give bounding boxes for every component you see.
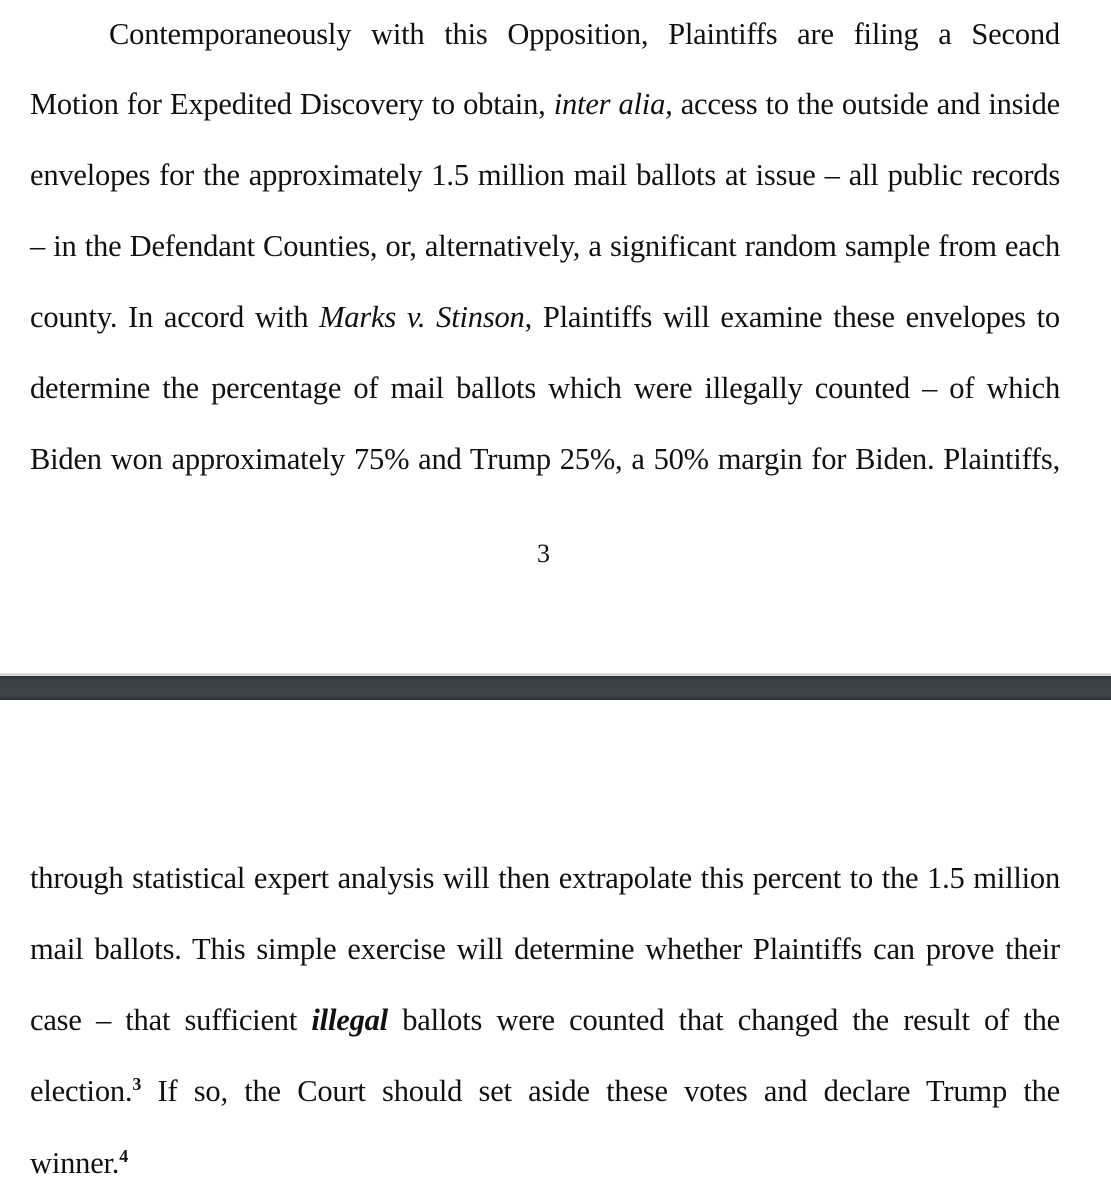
paragraph-line-1 [109,14,1060,54]
line-text: Motion for Expedited Discovery to obtain, [30,87,554,121]
emphasis-illegal: illegal [311,1003,388,1037]
line-text: envelopes for the approximately 1.5 million mail ballots at issue – all public records [30,158,1060,192]
line-text: case – that sufficient [30,1003,312,1037]
footnote-marker-3[interactable]: 3 [132,1074,142,1094]
line-text: winner. [30,1146,120,1180]
line-text: access to the outside and inside [672,87,1060,121]
paragraph-line-4 [30,226,1060,266]
line-text: Biden won approximately 75% and Trump 25%, a 50% margin for Biden. Plaintiffs, [30,442,1060,476]
page-separator [0,676,1111,700]
line-text: – in the Defendant Counties, or, alternatively, a significant random sample from each [30,229,1060,263]
document-page-bottom [0,700,1111,1200]
line-text: ballots were counted that changed the result of the [387,1003,1060,1037]
line-text: mail ballots. This simple exercise will determine whether Plaintiffs can prove their [30,932,1060,966]
paragraph-line-11 [30,1071,1060,1111]
paragraph-line-5 [30,297,1060,337]
line-text: county. In accord with [30,300,320,334]
line-text: through statistical expert analysis will then extrapolate this percent to the 1.5 million [30,861,1060,895]
footnote-marker-4[interactable]: 4 [119,1146,129,1166]
paragraph-line-10 [30,1000,1060,1040]
paragraph-line-12 [30,1143,1060,1183]
paragraph-line-8 [30,858,1060,898]
italic-term-inter-alia: inter alia, [553,87,673,121]
page-number: 3 [537,539,550,568]
paragraph-line-7 [30,439,1060,479]
line-text: election. [30,1074,133,1108]
case-citation-marks-v-stinson: Marks v. Stinson [319,300,525,334]
line-text: Contemporaneously with this Opposition, Plaintiffs are filing a Second [109,17,1060,51]
paragraph-line-6 [30,368,1060,408]
paragraph-line-9 [30,929,1060,969]
paragraph-line-3 [30,155,1060,195]
line-text: If so, the Court should set aside these votes and declare Trump the [141,1074,1060,1108]
line-text: , Plaintiffs will examine these envelopes to [524,300,1060,334]
paragraph-line-2 [30,84,1060,124]
line-text: determine the percentage of mail ballots which were illegally counted – of which [30,371,1060,405]
